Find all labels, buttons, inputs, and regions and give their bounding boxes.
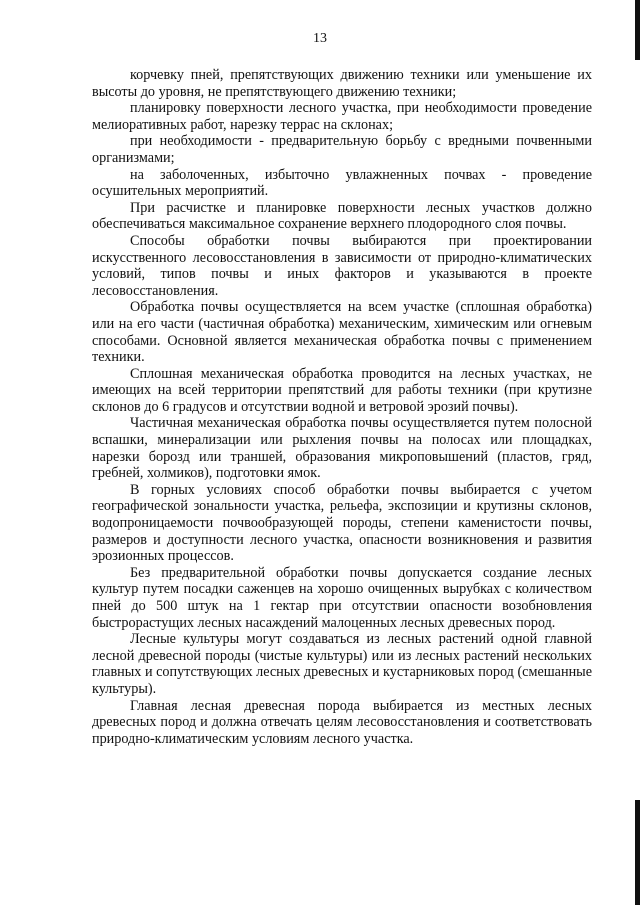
page-number: 13 xyxy=(313,31,327,46)
document-body xyxy=(92,67,592,747)
paragraph-main-species: Главная лесная древесная порода выбирается из местных лесных древесных пород и должна отвечать целям лесовосстановления и соответствовать природно-климатическим условиям лесного участка. xyxy=(92,697,592,747)
scan-edge-bottom xyxy=(635,800,640,905)
paragraph-tillage-methods: Способы обработки почвы выбираются при проектировании искусственного лесовосстановления в зависимости от природно-климатических условий, типов почвы и иных факторов и указываются в проекте лесовосстановления. xyxy=(92,232,592,299)
paragraph-pest-control: при необходимости - предварительную борьбу с вредными почвенными организмами; xyxy=(92,133,592,166)
paragraph-surface-leveling: планировку поверхности лесного участка, при необходимости проведение мелиоративных работ, нарезку террас на склонах; xyxy=(92,100,592,133)
paragraph-mountain-conditions: В горных условиях способ обработки почвы выбирается с учетом географической зональности участка, рельефа, экспозиции и крутизны склонов, водопроницаемости почвообразующей породы, степени каменистости почвы, размеров и доступности лесного участка, опасности возникновения и развития эрозионных процессов. xyxy=(92,481,592,565)
paragraph-partial-mechanical-tillage: Частичная механическая обработка почвы осуществляется путем полосной вспашки, минерализации или рыхления почвы на полосах или площадках, нарезки борозд или траншей, образования микроповышений (пластов, гряд, гребней, холмиков), подготовки ямок. xyxy=(92,415,592,482)
scan-edge-top xyxy=(635,0,640,60)
paragraph-forest-cultures: Лесные культуры могут создаваться из лесных растений одной главной лесной древесной породы (чистые культуры) или из лесных растений нескольких главных и сопутствующих лесных древесных и кустарниковых пород (смешанные культуры). xyxy=(92,631,592,697)
paragraph-topsoil-preservation: При расчистке и планировке поверхности лесных участков должно обеспечиваться максимальное сохранение верхнего плодородного слоя почвы. xyxy=(92,199,592,233)
paragraph-stump-removal: корчевку пней, препятствующих движению техники или уменьшение их высоты до уровня, не препятствующего движению техники; xyxy=(92,67,592,100)
paragraph-tillage-types: Обработка почвы осуществляется на всем участке (сплошная обработка) или на его части (частичная обработка) механическим, химическим или огневым способами. Основной является механическая обработка почвы с применением техники. xyxy=(92,299,592,366)
paragraph-without-tillage: Без предварительной обработки почвы допускается создание лесных культур путем посадки саженцев на хорошо очищенных вырубках с количеством пней до 500 штук на 1 гектар при отсутствии опасности возобновления быстрорастущих лесных насаждений малоценных лесных древесных пород. xyxy=(92,564,592,631)
paragraph-full-mechanical-tillage: Сплошная механическая обработка проводится на лесных участках, не имеющих на всей территории препятствий для работы техники (при крутизне склонов до 6 градусов и отсутствии водной и ветровой эрозий почвы). xyxy=(92,365,592,415)
paragraph-drainage: на заболоченных, избыточно увлажненных почвах - проведение осушительных мероприятий. xyxy=(92,166,592,200)
